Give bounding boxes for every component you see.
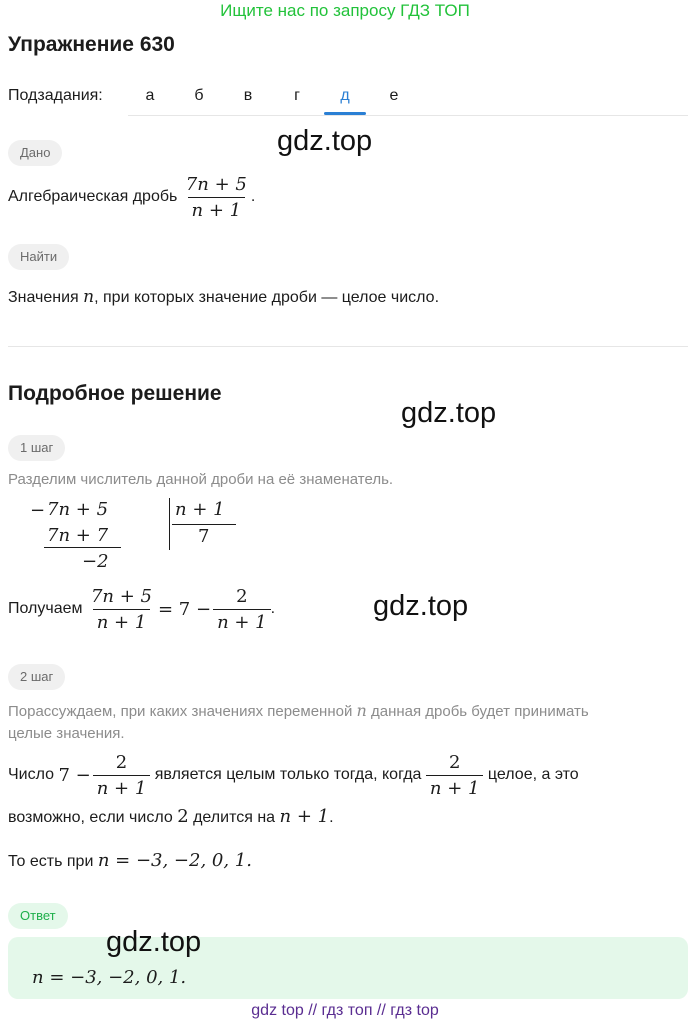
division-minus: − bbox=[30, 500, 46, 521]
subtasks-divider bbox=[128, 115, 688, 116]
given-tail: . bbox=[250, 188, 256, 205]
line1-a: Число bbox=[8, 766, 55, 783]
given-text: Алгебраическая дробь bbox=[8, 188, 178, 205]
answer-chip: Ответ bbox=[8, 903, 68, 929]
division-bar bbox=[169, 498, 170, 550]
line1-fraction bbox=[93, 752, 151, 799]
step2-line1 bbox=[8, 747, 579, 803]
division-dividend: 7n + 5 bbox=[47, 499, 109, 520]
watermark: gdz.top bbox=[373, 590, 469, 622]
result-tail: . bbox=[270, 600, 276, 617]
step2-line3 bbox=[8, 850, 252, 871]
find-line bbox=[8, 287, 439, 307]
given-line bbox=[8, 170, 255, 224]
step1-result bbox=[8, 582, 275, 636]
result-fraction-2 bbox=[213, 586, 271, 633]
line2-tail: . bbox=[329, 809, 334, 826]
subtasks-label: Подзадания: bbox=[8, 87, 103, 104]
line1-denominator: n + 1 bbox=[93, 775, 151, 799]
page-title: Упражнение 630 bbox=[8, 33, 175, 56]
result-numerator-2: 2 bbox=[236, 585, 248, 607]
result-denominator-2: n + 1 bbox=[213, 609, 271, 633]
line2-expr: n + 1 bbox=[279, 806, 330, 827]
active-tab-indicator bbox=[324, 112, 366, 115]
tab-a[interactable]: а bbox=[145, 87, 155, 104]
result-numerator: 7n + 5 bbox=[90, 585, 152, 607]
result-fraction bbox=[87, 586, 156, 633]
line1-expr: 7 − bbox=[58, 764, 91, 786]
line1-numerator: 2 bbox=[115, 751, 128, 773]
tab-e[interactable]: е bbox=[389, 87, 399, 104]
result-prefix: Получаем bbox=[8, 600, 83, 617]
step2-description bbox=[8, 701, 589, 720]
step2-desc-a: Порассуждаем, при каких значениях переменной bbox=[8, 703, 353, 720]
division-remainder: −2 bbox=[82, 551, 109, 572]
line2-num: 2 bbox=[177, 806, 189, 827]
find-text-before: Значения bbox=[8, 289, 79, 306]
result-equals: = 7 − bbox=[158, 598, 212, 620]
line3-expr: n = −3, −2, 0, 1. bbox=[97, 850, 252, 871]
step2-chip: 2 шаг bbox=[8, 664, 65, 690]
tab-v[interactable]: в bbox=[243, 87, 253, 104]
find-text-after: , при которых значение дроби — целое число. bbox=[94, 289, 440, 306]
watermark: gdz.top bbox=[277, 125, 373, 157]
division-subtrahend: 7n + 7 bbox=[47, 525, 109, 546]
section-divider bbox=[8, 346, 688, 347]
step2-description-cont: целые значения. bbox=[8, 725, 125, 742]
line1-b: является целым только тогда, когда bbox=[154, 766, 422, 783]
line1-numerator-2: 2 bbox=[448, 751, 461, 773]
division-divisor: n + 1 bbox=[175, 499, 225, 520]
step2-line2 bbox=[8, 806, 334, 827]
step1-chip: 1 шаг bbox=[8, 435, 65, 461]
line1-denominator-2: n + 1 bbox=[426, 775, 484, 799]
watermark: gdz.top bbox=[401, 397, 497, 429]
search-hint-banner: Ищите нас по запросу ГДЗ ТОП bbox=[220, 1, 470, 20]
find-chip: Найти bbox=[8, 244, 69, 270]
given-fraction bbox=[182, 174, 251, 221]
tab-g[interactable]: г bbox=[294, 87, 300, 104]
division-line bbox=[44, 547, 121, 548]
step1-description: Разделим числитель данной дроби на её знаменатель. bbox=[8, 471, 394, 488]
line3-a: То есть при bbox=[8, 853, 94, 870]
answer-value: n = −3, −2, 0, 1. bbox=[32, 967, 187, 988]
line1-fraction-2 bbox=[426, 752, 484, 799]
given-numerator: 7n + 5 bbox=[185, 173, 247, 195]
line2-a: возможно, если число bbox=[8, 809, 173, 826]
watermark: gdz.top bbox=[106, 926, 202, 958]
step2-desc-b: данная дробь будет принимать bbox=[370, 703, 589, 720]
given-chip: Дано bbox=[8, 140, 62, 166]
footer-links[interactable]: gdz top // гдз топ // гдз top bbox=[251, 1002, 439, 1019]
line1-c: целое, а это bbox=[487, 766, 579, 783]
given-denominator: n + 1 bbox=[188, 197, 246, 221]
division-quotient: 7 bbox=[198, 526, 210, 547]
tab-d[interactable]: д bbox=[340, 87, 350, 104]
step2-desc-var: n bbox=[356, 701, 367, 720]
tab-b[interactable]: б bbox=[194, 87, 204, 104]
solution-heading: Подробное решение bbox=[8, 382, 222, 405]
find-var: n bbox=[83, 287, 95, 307]
result-denominator: n + 1 bbox=[93, 609, 151, 633]
line2-b: делится на bbox=[193, 809, 276, 826]
